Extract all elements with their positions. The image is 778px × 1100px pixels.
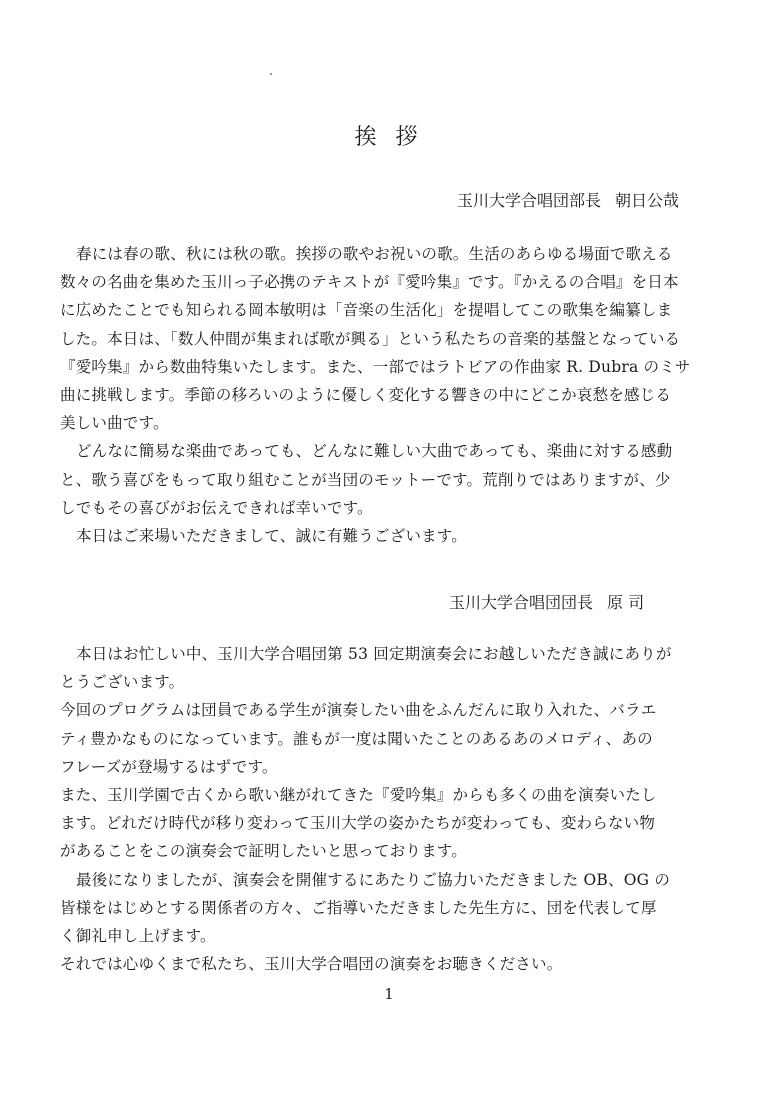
author-title-2: 玉川大学合唱団団長 xyxy=(449,593,594,612)
greeting-body-1 xyxy=(60,240,720,550)
author-signature-1 xyxy=(457,190,679,212)
paragraph: 本日はお忙しい中、玉川大学合唱団第 53 回定期演奏会にお越しいただき誠にありが とうございます。 xyxy=(60,645,672,692)
author-name-1: 朝日公哉 xyxy=(615,191,680,210)
paragraph: 今回のプログラムは団員である学生が演奏したい曲をふんだんに取り入れた、バラエ ティ豊かなものになっています。誰もが一度は聞いたことのあるあのメロディ、あの フレーズが登場するはずです。 xyxy=(60,701,657,776)
author-title-1: 玉川大学合唱団部長 xyxy=(457,191,602,210)
paragraph: また、玉川学園で古くから歌い継がれてきた『愛吟集』からも多くの曲を演奏いたし ます。どれだけ時代が移り変わって玉川大学の姿かたちが変わっても、変わらない物 があることをこの演奏会で証明したいと思っております。 xyxy=(60,786,657,861)
paragraph: 本日はご来場いただきまして、誠に有難うございます。 xyxy=(76,527,467,546)
author-signature-2 xyxy=(449,592,644,614)
paragraph: 最後になりましたが、演奏会を開催するにあたりご協力いただきました OB、OG の 皆様をはじめとする関係者の方々、ご指導いただきました先生方に、団を代表して厚 く御礼申し上げます。 xyxy=(60,870,671,946)
author-name-2: 原 司 xyxy=(607,593,645,612)
page-number: 1 xyxy=(384,985,394,1003)
paragraph: それでは心ゆくまで私たち、玉川大学合唱団の演奏をお聴きください。 xyxy=(60,955,563,974)
scan-speck xyxy=(270,73,272,75)
page-title: 挨 拶 xyxy=(354,125,424,150)
paragraph: どんなに簡易な楽曲であっても、どんなに難しい大曲であっても、楽曲に対する感動 と、歌う喜びをもって取り組むことが当団のモットーです。荒削りではありますが、少 しでもその喜びがお伝えできれば幸いです。 xyxy=(60,442,673,517)
greeting-body-2 xyxy=(60,640,720,978)
paragraph: 春には春の歌、秋には秋の歌。挨拶の歌やお祝いの歌。生活のあらゆる場面で歌える 数々の名曲を集めた玉川っ子必携のテキストが『愛吟集』です。『かえるの合唱』を日本 に広めたことでも知られる岡本敏明は「音楽の生活化」を提唱してこの歌集を編纂しま した。本日は、「数人仲間が集まれば歌が興る」という私たちの音楽的基盤となっている 『愛吟集』から数曲特集いたします。また、一部ではラトビアの作曲家 R. Dubra のミサ 曲に挑戦します。季節の移ろいのように優しく変化する響きの中にどこか哀愁を感じる 美しい曲です。 xyxy=(60,245,691,433)
